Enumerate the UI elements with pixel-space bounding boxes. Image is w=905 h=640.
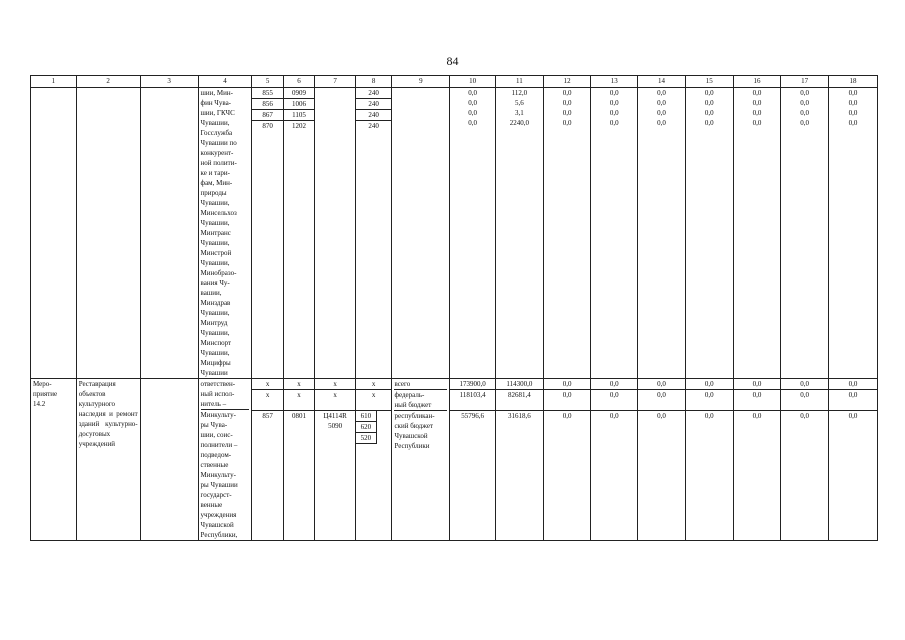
cell-value: 31618,6 xyxy=(507,412,531,420)
cell-value: 0,0 xyxy=(800,412,810,420)
cell-value: 118103,4 xyxy=(450,390,495,411)
grbs-cell xyxy=(252,88,283,379)
cell-value: 0,0 xyxy=(562,412,572,420)
page-number: 84 xyxy=(446,54,459,68)
cell-value: 0,0 xyxy=(704,119,714,127)
cell-value: x xyxy=(284,379,314,390)
cell-value: 0,0 xyxy=(734,390,781,411)
cell-value: 112,0 xyxy=(511,89,528,97)
cell-value: 0,0 xyxy=(781,390,828,411)
cell-value: 0,0 xyxy=(848,412,858,420)
cell-value: 0,0 xyxy=(800,99,810,107)
cell-value: 0,0 xyxy=(468,109,478,117)
table-row xyxy=(31,88,878,379)
cell-value: 0,0 xyxy=(638,379,685,390)
rzpr-cell xyxy=(283,88,314,379)
cell-value: 0,0 xyxy=(752,89,762,97)
empty-cell xyxy=(140,379,198,541)
cell-value: 240 xyxy=(356,88,392,99)
cell-value: 0,0 xyxy=(848,119,858,127)
cell-value: 0,0 xyxy=(562,99,572,107)
cell-value: 0,0 xyxy=(562,89,572,97)
cell-value: x xyxy=(252,379,282,390)
amount-cell xyxy=(496,88,544,379)
cell-value: 240 xyxy=(356,110,392,121)
cell-value: 0,0 xyxy=(704,412,714,420)
empty-cell xyxy=(76,88,140,379)
cell-value: 0,0 xyxy=(800,109,810,117)
measure-name-cell: Реставрация объектов культурного наследия и ремонт зданий культурно-досуговых учреждений xyxy=(76,379,140,541)
amount-cell xyxy=(450,379,496,541)
column-number: 1 xyxy=(31,76,77,88)
amount-cell xyxy=(591,379,638,541)
column-number: 5 xyxy=(252,76,283,88)
cell-value: 0,0 xyxy=(468,89,478,97)
cell-value: 0,0 xyxy=(829,379,877,390)
cell-value: 0801 xyxy=(292,412,307,420)
cell-value: 867 xyxy=(252,110,282,121)
cell-value: 0,0 xyxy=(704,109,714,117)
cell-value: x xyxy=(315,379,355,390)
column-number: 12 xyxy=(543,76,591,88)
column-number: 6 xyxy=(283,76,314,88)
column-number: 15 xyxy=(685,76,733,88)
cell-value: 1105 xyxy=(284,110,314,121)
amount-cell xyxy=(591,88,638,379)
cell-value: 0,0 xyxy=(752,412,762,420)
cell-value: 55796,6 xyxy=(461,412,485,420)
amount-cell xyxy=(829,379,878,541)
cell-value: 0,0 xyxy=(686,379,733,390)
amount-cell xyxy=(638,379,686,541)
cell-value: 0,0 xyxy=(704,99,714,107)
cell-value: 0,0 xyxy=(734,379,781,390)
cell-value: 0,0 xyxy=(609,99,619,107)
cell-value: 0,0 xyxy=(468,99,478,107)
cell-value: 857 xyxy=(262,412,273,420)
cell-value: 0,0 xyxy=(848,89,858,97)
funding-source-cell xyxy=(392,379,450,541)
cell-value: 0,0 xyxy=(686,390,733,411)
cell-value: 855 xyxy=(252,88,282,99)
executors-cell: шии, Мин- фин Чува- шии, ГКЧС Чувашии, Госслужба Чувашии по конкурент- ной полити- ке и тари- фам, Мин- природы Чувашии, Минсельхоз Чувашии, Минтранс Чувашии, Минстрой Чувашии, Минобразо- вания Чу- вашии, Минздрав Чувашии, Минтруд Чувашии, Минспорт Чувашии, Мицифры Чувашии xyxy=(198,88,252,379)
amount-cell xyxy=(496,379,544,541)
rzpr-cell xyxy=(283,379,314,541)
cell-value: Ц4114R 5090 xyxy=(323,412,347,430)
cell-value: 0,0 xyxy=(609,109,619,117)
cell-value: 0,0 xyxy=(704,89,714,97)
column-number-row xyxy=(31,76,878,88)
cell-value: x xyxy=(356,379,392,390)
amount-cell xyxy=(685,379,733,541)
source-label: всего xyxy=(394,379,447,390)
co-executors: Минкульту- ры Чува- шии, соис- полнители – подведом- ственные Минкульту- ры Чувашии государст- венные учреждения Чувашской Республики, xyxy=(200,411,238,539)
column-number: 10 xyxy=(450,76,496,88)
cell-value: 0,0 xyxy=(752,99,762,107)
amount-cell xyxy=(733,379,781,541)
cell-value: 3,1 xyxy=(514,109,524,117)
cell-value: 240 xyxy=(356,99,392,110)
cell-value: 0,0 xyxy=(562,109,572,117)
cell-value: 620 xyxy=(356,422,377,433)
amount-cell xyxy=(638,88,686,379)
cell-value: 0,0 xyxy=(848,99,858,107)
column-number: 18 xyxy=(829,76,878,88)
cell-value: x xyxy=(284,390,314,411)
column-number: 4 xyxy=(198,76,252,88)
cell-value: x xyxy=(252,390,282,411)
cell-value: 0909 xyxy=(284,88,314,99)
cell-value: 0,0 xyxy=(657,99,666,107)
csr-cell xyxy=(315,379,356,541)
amount-cell xyxy=(543,379,591,541)
column-number: 9 xyxy=(392,76,450,88)
cell-value: 0,0 xyxy=(591,390,637,411)
amount-cell xyxy=(781,379,829,541)
cell-value: 0,0 xyxy=(800,89,810,97)
column-number: 11 xyxy=(496,76,544,88)
empty-cell xyxy=(31,88,77,379)
column-number: 8 xyxy=(355,76,392,88)
column-number: 14 xyxy=(638,76,686,88)
vr-cell xyxy=(355,379,392,541)
cell-value: x xyxy=(356,390,392,411)
column-number: 3 xyxy=(140,76,198,88)
cell-value: 610 xyxy=(356,411,377,422)
cell-value: 5,6 xyxy=(514,99,524,107)
cell-value: 0,0 xyxy=(609,119,619,127)
cell-value: 856 xyxy=(252,99,282,110)
column-number: 7 xyxy=(315,76,356,88)
grbs-cell xyxy=(252,379,283,541)
measure-number-cell: Меро- приятие 14.2 xyxy=(31,379,77,541)
cell-value: 1202 xyxy=(292,122,307,130)
cell-value: 0,0 xyxy=(657,119,666,127)
responsible-executor: ответствен- ный испол- нитель – xyxy=(201,379,250,410)
cell-value: 0,0 xyxy=(609,89,619,97)
cell-value: x xyxy=(315,390,355,411)
amount-cell xyxy=(733,88,781,379)
cell-value: 1006 xyxy=(284,99,314,110)
empty-cell xyxy=(140,88,198,379)
cell-value: 2240,0 xyxy=(509,119,529,127)
cell-value: 173900,0 xyxy=(450,379,495,390)
budget-table xyxy=(30,75,878,541)
source-label: республикан- ский бюджет Чувашской Республики xyxy=(394,412,435,450)
cell-value: 0,0 xyxy=(544,390,591,411)
cell-value: 240 xyxy=(368,122,379,130)
cell-value: 82681,4 xyxy=(496,390,543,411)
cell-value: 0,0 xyxy=(609,412,619,420)
vr-cell xyxy=(355,88,392,379)
cell-value: 0,0 xyxy=(829,390,877,411)
cell-value: 114300,0 xyxy=(496,379,543,390)
executors-cell xyxy=(198,379,252,541)
cell-value: 0,0 xyxy=(848,109,858,117)
cell-value: 870 xyxy=(262,122,273,130)
column-number: 17 xyxy=(781,76,829,88)
cell-value: 0,0 xyxy=(657,89,666,97)
amount-cell xyxy=(450,88,496,379)
cell-value: 520 xyxy=(356,433,377,444)
cell-value xyxy=(356,411,392,444)
table-row xyxy=(31,379,878,541)
csr-cell xyxy=(315,88,356,379)
cell-value: 0,0 xyxy=(800,119,810,127)
amount-cell xyxy=(685,88,733,379)
column-number: 16 xyxy=(733,76,781,88)
source-label: федераль- ный бюджет xyxy=(394,390,447,411)
amount-cell xyxy=(781,88,829,379)
cell-value: 0,0 xyxy=(657,412,666,420)
cell-value: 0,0 xyxy=(591,379,637,390)
cell-value: 0,0 xyxy=(468,119,478,127)
cell-value: 0,0 xyxy=(544,379,591,390)
amount-cell xyxy=(829,88,878,379)
cell-value: 0,0 xyxy=(752,119,762,127)
column-number: 2 xyxy=(76,76,140,88)
source-cell xyxy=(392,88,450,379)
cell-value: 0,0 xyxy=(752,109,762,117)
column-number: 13 xyxy=(591,76,638,88)
cell-value: 0,0 xyxy=(638,390,685,411)
cell-value: 0,0 xyxy=(657,109,666,117)
cell-value: 0,0 xyxy=(781,379,828,390)
cell-value: 0,0 xyxy=(562,119,572,127)
amount-cell xyxy=(543,88,591,379)
